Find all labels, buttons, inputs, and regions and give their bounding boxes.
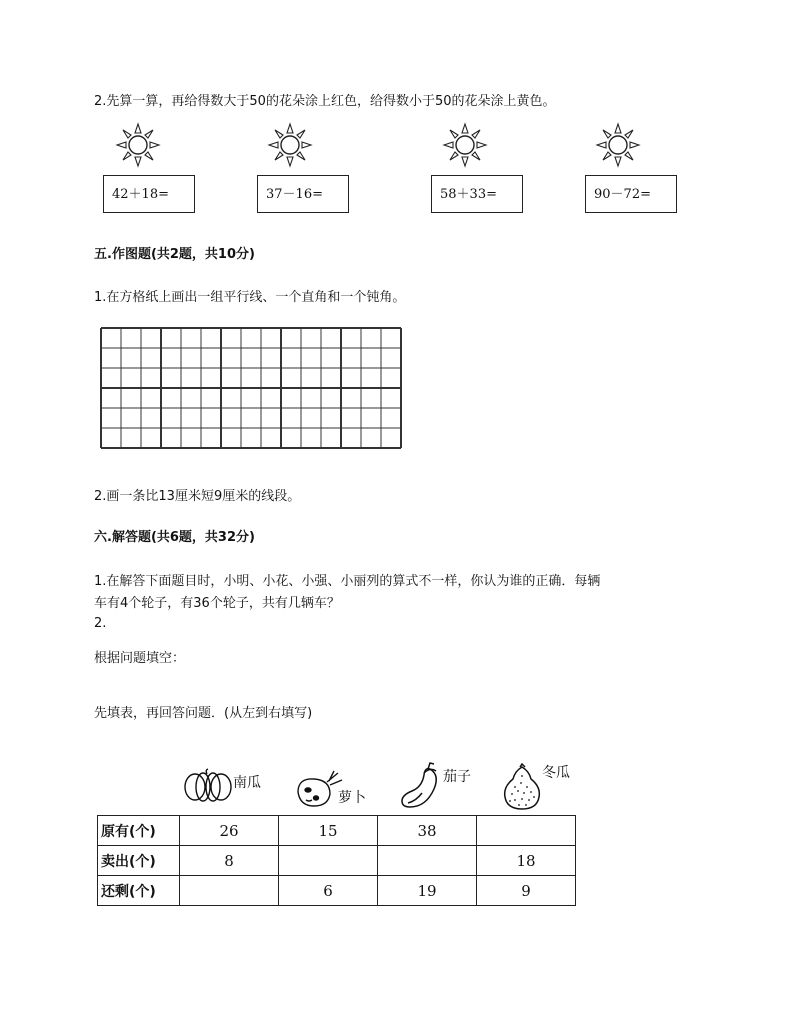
expression-box: 90－72=: [585, 175, 677, 213]
table-cell[interactable]: [378, 846, 477, 876]
sun-flower-icon[interactable]: [267, 122, 313, 168]
sun-flower-icon[interactable]: [595, 122, 641, 168]
pumpkin-icon: [183, 768, 233, 804]
row-label: 还剩(个): [98, 876, 180, 906]
section-6-question-2-line2: 先填表，再回答问题．(从左到右填写): [94, 706, 313, 721]
question-2-title: 2.先算一算，再给得数大于50的花朵涂上红色，给得数小于50的花朵涂上黄色。: [94, 94, 556, 109]
table-cell[interactable]: [180, 876, 279, 906]
section-6-title: 六.解答题(共6题，共32分): [94, 530, 255, 545]
section-5-title: 五.作图题(共2题，共10分): [94, 247, 255, 262]
sun-flower-icon[interactable]: [442, 122, 488, 168]
table-cell[interactable]: [279, 846, 378, 876]
section-6-question-1-line2: 车有4个轮子，有36个轮子，共有几辆车？: [94, 596, 340, 611]
section-5-question-2: 2.画一条比13厘米短9厘米的线段。: [94, 489, 301, 504]
table-row: [98, 846, 576, 876]
vegetable-table: [97, 815, 576, 906]
expression-box: 58＋33=: [431, 175, 523, 213]
section-6-question-2-number: 2.: [94, 616, 107, 631]
eggplant-label: 茄子: [443, 769, 471, 785]
wintermelon-icon: [501, 763, 543, 811]
eggplant-icon: [400, 761, 444, 811]
row-label: 原有(个): [98, 816, 180, 846]
grid-paper[interactable]: [100, 327, 402, 449]
section-6-question-1-line1: 1.在解答下面题目时，小明、小花、小强、小丽列的算式不一样，你认为谁的正确．每辆: [94, 574, 601, 589]
table-row: [98, 816, 576, 846]
pumpkin-label: 南瓜: [233, 775, 261, 791]
table-row: [98, 876, 576, 906]
table-cell[interactable]: 9: [477, 876, 576, 906]
table-cell[interactable]: 6: [279, 876, 378, 906]
expression-box: 42＋18=: [103, 175, 195, 213]
row-label: 卖出(个): [98, 846, 180, 876]
radish-label: 萝卜: [338, 790, 366, 806]
table-cell[interactable]: 15: [279, 816, 378, 846]
table-cell[interactable]: 18: [477, 846, 576, 876]
table-cell[interactable]: 19: [378, 876, 477, 906]
table-cell[interactable]: 26: [180, 816, 279, 846]
table-cell[interactable]: 38: [378, 816, 477, 846]
expression-box: 37－16=: [257, 175, 349, 213]
sun-flower-icon[interactable]: [115, 122, 161, 168]
wintermelon-label: 冬瓜: [542, 765, 570, 781]
section-6-question-2-line1: 根据问题填空：: [94, 651, 186, 666]
table-cell[interactable]: [477, 816, 576, 846]
section-5-question-1: 1.在方格纸上画出一组平行线、一个直角和一个钝角。: [94, 290, 406, 305]
table-cell[interactable]: 8: [180, 846, 279, 876]
